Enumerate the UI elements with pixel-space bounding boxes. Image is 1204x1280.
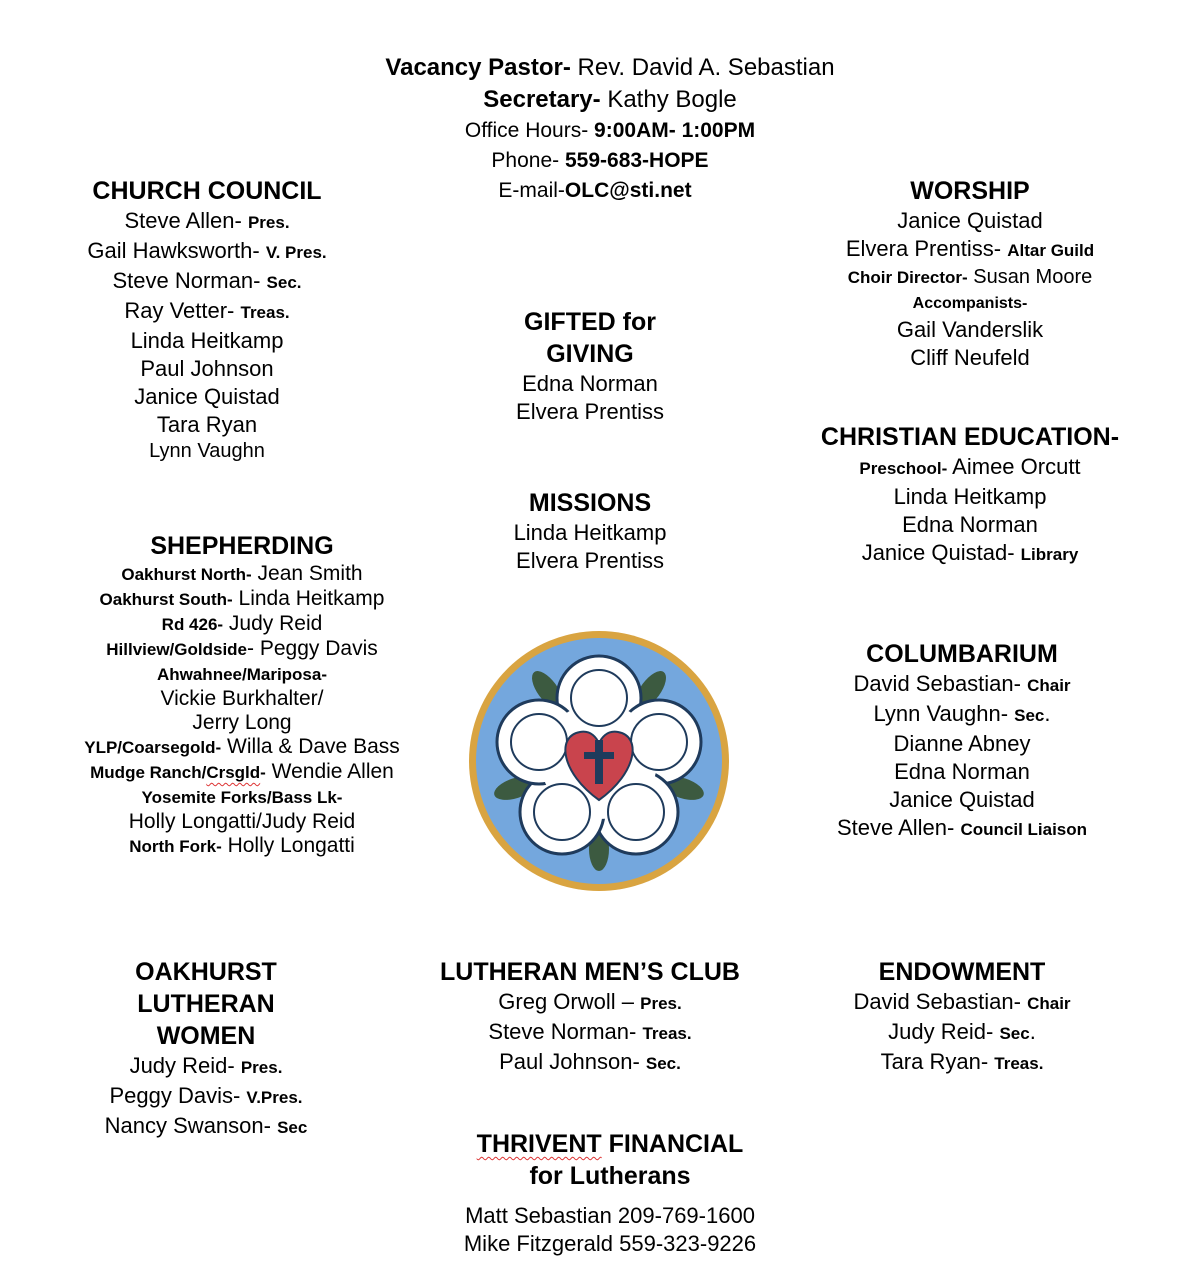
shepherding-line: Holly Longatti/Judy Reid: [128, 810, 356, 833]
women-title-line1: OAKHURST: [135, 958, 277, 986]
endowment-name: Tara Ryan-: [880, 1049, 995, 1074]
endowment-line: [812, 988, 1112, 1018]
office-hours-value: 9:00AM- 1:00PM: [594, 119, 756, 142]
columbarium-section: [812, 638, 1112, 844]
shepherding-area: Mudge Ranch/: [90, 763, 207, 782]
columbarium-line: [812, 700, 1112, 730]
worship-section: [820, 175, 1120, 372]
endowment-name: Judy Reid-: [888, 1019, 1000, 1044]
shepherding-name: Linda Heitkamp: [232, 587, 385, 610]
columbarium-line: Janice Quistad: [889, 787, 1035, 812]
columbarium-name: David Sebastian-: [853, 671, 1028, 696]
mens-club-name: Steve Norman-: [488, 1019, 643, 1044]
columbarium-line: Dianne Abney: [893, 731, 1031, 756]
education-line: [810, 539, 1130, 569]
council-member: [57, 237, 357, 267]
phone-line: [340, 146, 860, 176]
email-label: E-mail-: [498, 179, 565, 202]
council-member: Paul Johnson: [140, 356, 274, 381]
thrivent-title-line1: [440, 1128, 780, 1160]
columbarium-name: Steve Allen-: [836, 815, 961, 840]
council-member: Linda Heitkamp: [130, 328, 284, 353]
shepherding-name: Jean Smith: [251, 562, 363, 585]
women-role: Pres.: [240, 1058, 283, 1077]
mens-club-line: [420, 1048, 760, 1078]
endowment-name: David Sebastian-: [853, 989, 1028, 1014]
gifted-title-line2: GIVING: [546, 340, 634, 368]
gifted-for-giving-section: [470, 306, 710, 426]
worship-line: [820, 265, 1120, 290]
church-council-section: [57, 175, 357, 463]
gifted-title-line1: GIFTED for: [524, 308, 656, 336]
missions-section: [470, 487, 710, 575]
secretary-role: Secretary-: [483, 86, 601, 113]
columbarium-line: Edna Norman: [894, 759, 1030, 784]
women-title-line2: LUTHERAN: [137, 990, 275, 1018]
phone-value: 559-683-HOPE: [564, 149, 709, 172]
education-line: Edna Norman: [902, 512, 1038, 537]
office-hours-line: [360, 116, 860, 146]
shepherding-line: Jerry Long: [192, 711, 292, 734]
header-info: [360, 52, 860, 206]
shepherding-area: Rd 426-: [161, 615, 224, 634]
education-name: Aimee Orcutt: [947, 454, 1081, 479]
shepherding-name: - Peggy Davis: [247, 637, 378, 660]
thrivent-title-line2: for Lutherans: [529, 1162, 691, 1190]
shepherding-line: [62, 612, 422, 637]
worship-title: WORSHIP: [910, 177, 1030, 205]
pastor-role: Vacancy Pastor-: [385, 54, 571, 81]
endowment-line: [812, 1018, 1112, 1048]
women-line: [66, 1112, 346, 1142]
christian-education-section: [810, 421, 1130, 569]
shepherding-line: [62, 587, 422, 612]
secretary-line: [360, 84, 860, 116]
worship-name: Elvera Prentiss-: [845, 236, 1008, 261]
endowment-role: Treas.: [994, 1054, 1044, 1073]
missions-title: MISSIONS: [528, 489, 652, 517]
phone-label: Phone-: [491, 149, 565, 172]
mens-club-name: Paul Johnson-: [499, 1049, 646, 1074]
member-name: Steve Norman-: [112, 268, 267, 293]
endowment-role: Sec: [999, 1024, 1030, 1043]
mens-club-role: Sec.: [645, 1054, 681, 1073]
education-role: Preschool-: [859, 459, 948, 478]
education-name: Janice Quistad-: [861, 540, 1021, 565]
endowment-punct: .: [1029, 1019, 1036, 1044]
member-role: Treas.: [240, 303, 290, 322]
mens-club-title: LUTHERAN MEN’S CLUB: [440, 958, 740, 986]
member-name: Gail Hawksworth-: [87, 238, 266, 263]
columbarium-role: Chair: [1027, 676, 1071, 695]
council-member: Janice Quistad: [134, 384, 280, 409]
mens-club-role: Treas.: [642, 1024, 692, 1043]
thrivent-section: [440, 1128, 780, 1258]
worship-role: Accompanists-: [912, 295, 1028, 312]
shepherding-area-misspelled: Crsgld: [206, 763, 261, 782]
shepherding-area: North Fork-: [129, 837, 222, 856]
women-role: V.Pres.: [246, 1088, 303, 1107]
luther-rose-icon: [466, 628, 732, 894]
columbarium-line: [812, 670, 1112, 700]
shepherding-area: Ahwahnee/Mariposa-: [156, 665, 328, 684]
shepherding-title: SHEPHERDING: [150, 532, 334, 560]
women-role: Sec: [277, 1118, 308, 1137]
endowment-section: [812, 956, 1112, 1078]
email-line: [330, 176, 860, 206]
shepherding-area: -: [260, 763, 266, 782]
endowment-title: ENDOWMENT: [878, 958, 1046, 986]
missions-member: Linda Heitkamp: [513, 520, 667, 545]
missions-member: Elvera Prentiss: [516, 548, 664, 573]
worship-role: Choir Director-: [847, 268, 968, 287]
shepherding-name: Judy Reid: [223, 612, 323, 635]
worship-role: Altar Guild: [1007, 241, 1095, 260]
worship-line: Gail Vanderslik: [896, 317, 1044, 342]
member-name: Ray Vetter-: [124, 298, 241, 323]
columbarium-name: Lynn Vaughn-: [873, 701, 1015, 726]
women-name: Peggy Davis-: [109, 1083, 247, 1108]
worship-line: Janice Quistad: [897, 208, 1043, 233]
pastor-line: [360, 52, 860, 84]
thrivent-contact: Matt Sebastian 209-769-1600: [465, 1203, 755, 1228]
shepherding-area: Oakhurst North-: [121, 565, 252, 584]
lutheran-women-section: [66, 956, 346, 1142]
columbarium-role: Sec: [1014, 706, 1045, 725]
shepherding-line: [62, 760, 422, 785]
pastor-name: Rev. David A. Sebastian: [570, 54, 835, 81]
worship-line: Cliff Neufeld: [910, 345, 1030, 370]
council-member: [57, 207, 357, 237]
columbarium-role: Council Liaison: [960, 820, 1088, 839]
thrivent-title-rest: FINANCIAL: [601, 1130, 744, 1158]
worship-name: Susan Moore: [967, 266, 1093, 288]
church-council-title: CHURCH COUNCIL: [92, 177, 322, 205]
shepherding-line: [62, 637, 422, 662]
women-title-line3: WOMEN: [156, 1022, 256, 1050]
women-name: Judy Reid-: [129, 1053, 241, 1078]
mens-club-name: Greg Orwoll –: [498, 989, 641, 1014]
thrivent-contact: Mike Fitzgerald 559-323-9226: [463, 1231, 757, 1256]
gifted-member: Elvera Prentiss: [516, 399, 664, 424]
mens-club-line: [420, 1018, 760, 1048]
mens-club-role: Pres.: [640, 994, 682, 1013]
council-member: Tara Ryan: [156, 412, 258, 437]
shepherding-line: [62, 662, 422, 687]
email-value[interactable]: OLC@sti.net: [564, 179, 692, 202]
shepherding-area: YLP/Coarsegold-: [84, 738, 222, 757]
mens-club-section: [420, 956, 760, 1078]
women-name: Nancy Swanson-: [104, 1113, 278, 1138]
women-line: [66, 1082, 346, 1112]
shepherding-area: Oakhurst South-: [99, 590, 233, 609]
mens-club-line: [420, 988, 760, 1018]
education-line: [810, 453, 1130, 483]
member-role: Pres.: [247, 213, 290, 232]
shepherding-line: [62, 735, 422, 760]
shepherding-line: [62, 834, 422, 859]
shepherding-name: Willa & Dave Bass: [221, 735, 400, 758]
thrivent-word: THRIVENT: [476, 1130, 602, 1158]
gifted-member: Edna Norman: [522, 371, 658, 396]
shepherding-area: Hillview/Goldside: [106, 640, 248, 659]
shepherding-line: [62, 785, 422, 810]
council-member: Lynn Vaughn: [149, 440, 265, 462]
endowment-role: Chair: [1027, 994, 1071, 1013]
education-line: Linda Heitkamp: [893, 484, 1047, 509]
member-role: Sec.: [266, 273, 302, 292]
council-member: [57, 267, 357, 297]
shepherding-area: Yosemite Forks/Bass Lk-: [141, 788, 343, 807]
member-name: Steve Allen-: [124, 208, 248, 233]
columbarium-line: [812, 814, 1112, 844]
columbarium-punct: .: [1044, 701, 1051, 726]
worship-line: [820, 235, 1120, 265]
worship-line: [820, 290, 1120, 316]
office-hours-label: Office Hours-: [464, 119, 595, 142]
christian-education-title: CHRISTIAN EDUCATION-: [820, 423, 1120, 451]
shepherding-name: Holly Longatti: [221, 834, 355, 857]
secretary-name: Kathy Bogle: [600, 86, 737, 113]
member-role: V. Pres.: [265, 243, 327, 262]
shepherding-line: Vickie Burkhalter/: [160, 687, 324, 710]
council-member: [57, 297, 357, 327]
education-role: Library: [1020, 545, 1079, 564]
columbarium-title: COLUMBARIUM: [866, 640, 1058, 668]
shepherding-section: [62, 530, 422, 859]
endowment-line: [812, 1048, 1112, 1078]
women-line: [66, 1052, 346, 1082]
shepherding-line: [62, 562, 422, 587]
shepherding-name: Wendie Allen: [265, 760, 394, 783]
